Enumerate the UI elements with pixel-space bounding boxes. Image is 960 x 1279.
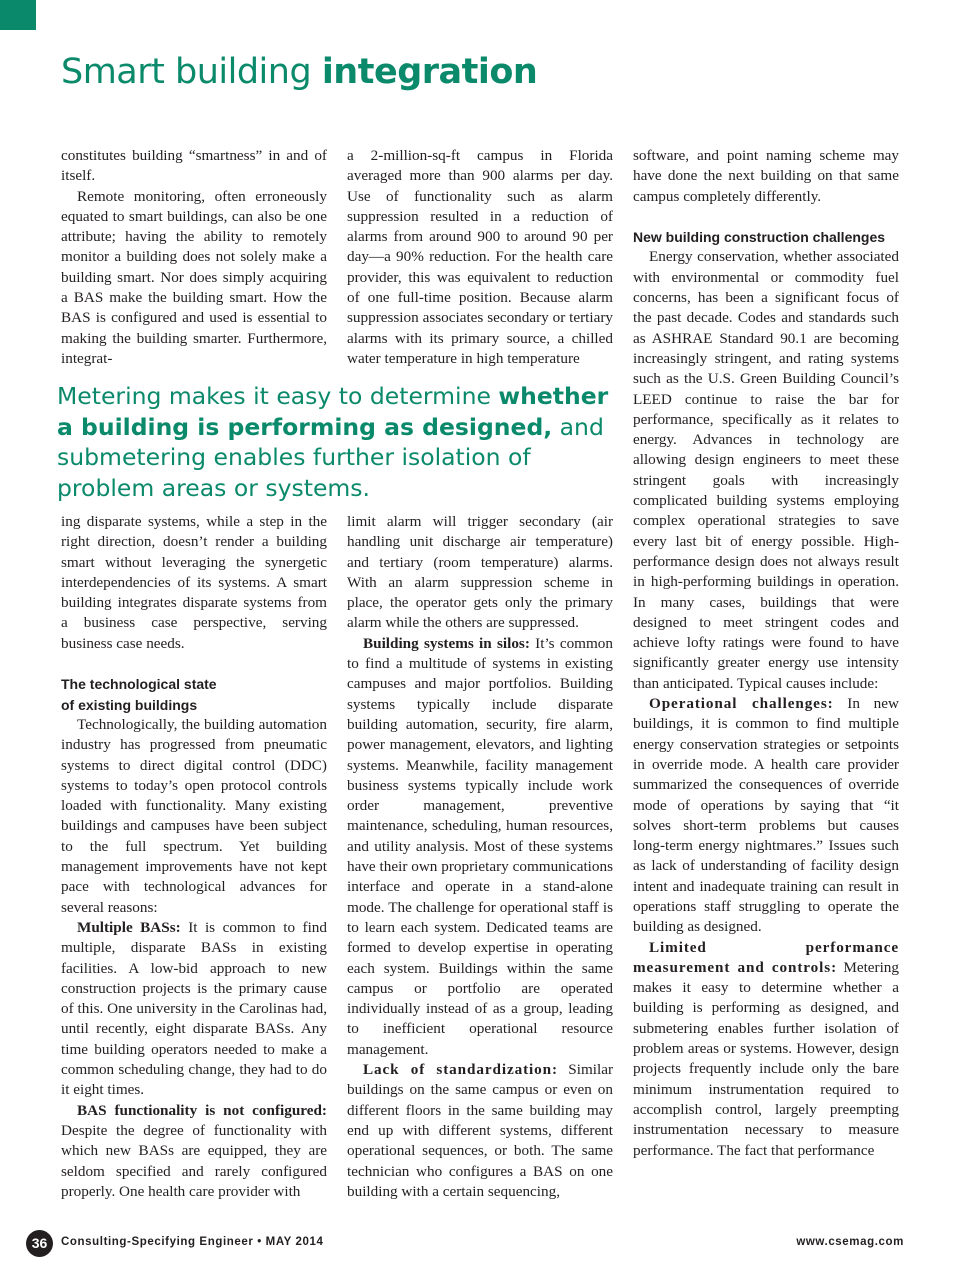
spacer [633,207,899,227]
title-bold: integration [321,52,538,92]
paragraph-text: Metering makes it easy to determine whether a building is performing as designed, and submetering enables further isolation of problem areas or systems. However, design projects frequently include only the bare minimum instrumentation required to accomplish control, largely preempting instrumentation necessary to measure performance. The fact that performance [633,958,899,1159]
run-in-heading: Lack of standardization: [363,1061,558,1079]
column-2-bottom [347,512,613,1202]
paragraph [633,938,899,1161]
paragraph: ing disparate systems, while a step in the right direction, doesn’t render a building smart without leveraging the synergetic interdependencies of its systems. A smart building integrates disparate systems from a business case perspective, serving business case needs. [61,513,327,652]
pull-quote [57,381,625,503]
paragraph: Energy conservation, whether associated with environmental or commodity fuel concerns, has been a significant focus of the past decade. Codes and standards such as ASHRAE Standard 90.1 are becoming increasingly stringent, and rating systems such as the U.S. Green Building Council’s LEED continue to raise the bar for performance, specifically as it relates to energy. Advances in technology are allowing design engineers to meet these stringent goals with increasingly complicated building systems employing complex operational strategies to save every last bit of energy possible. High-performance design does not always result in high-performing buildings in operation. In many cases, buildings that were designed to meet stringent codes and achieve lofty ratings were found to have significantly greater energy use intensity than anticipated. Typical causes include: [633,248,899,692]
paragraph [347,634,613,1060]
paragraph: Technologically, the building automation industry has progressed from pneumatic systems to direct digital control (DDC) systems to today’s open protocol controls loaded with functionality. Many existing buildings and campuses have been subject to the full spectrum. Yet building management improvements have not kept pace with technological advances for several reasons: [61,715,327,916]
run-in-heading: Operational challenges: [649,695,834,713]
run-in-heading: Building systems in silos: [363,634,530,652]
paragraph [633,694,899,938]
column-3 [633,146,899,1161]
column-1-top [61,146,327,369]
section-heading-new-construction: New building construction challenges [633,229,886,246]
page-number-badge: 36 [26,1230,53,1257]
pull-quote-part-2: and submetering enables further isolation of problem areas or systems. [57,412,604,502]
paragraph: limit alarm will trigger secondary (air handling unit discharge air temperature) and tertiary (room temperature) alarms. With an alarm suppression scheme in place, the operator gets only the primary alarm while the others are suppressed. [347,513,613,632]
page-footer [26,1230,904,1258]
run-in-heading: Multiple BASs: [77,918,181,936]
heading-line: The technological state [61,676,217,693]
column-2-top [347,146,613,369]
paragraph: constitutes building “smartness” in and of itself. [61,147,327,185]
section-heading-existing-buildings [61,674,327,715]
paragraph-text: In new buildings, it is common to find multiple energy conservation strategies or setpoints in override mode. A health care provider summarized the consequences of override mode of operations by saying that “it solves short-term problems but causes long-term energy nightmares.” Issues such as lack of understanding of facility design intent and inadequate training can result in operations staff struggling to operate the building as designed. [633,695,899,936]
title-light: Smart building [61,52,322,92]
spacer [61,654,327,674]
run-in-heading: Limited performance measurement and controls: [633,938,899,976]
pull-quote-part-1: Metering makes it easy to determine [57,382,499,410]
publication-info: Consulting-Specifying Engineer • MAY 2014 [61,1236,324,1248]
pull-quote-bold: whether a building is performing as designed, [57,382,609,441]
accent-color-tab [0,0,36,30]
page-title [61,52,537,92]
paragraph [61,1101,327,1202]
run-in-heading: BAS functionality is not configured: [77,1101,327,1119]
paragraph [347,1060,613,1202]
paragraph-text: Similar buildings on the same campus or even on different floors in the same building may end up with different systems, different operational sequences, or both. The same technician who configures a BAS on one building with a certain sequencing, [347,1061,614,1200]
paragraph: a 2-million-sq-ft campus in Florida averaged more than 900 alarms per day. Use of functionality such as alarm suppression resulted in a reduction of alarms from around 900 to around 90 per day—a 90% reduction. For the health care provider, this was equivalent to reduction of one full-time position. Because alarm suppression associates secondary or tertiary alarms with its primary source, a chilled water temperature in high temperature [347,147,613,367]
paragraph-text: Despite the degree of functionality with which new BASs are equipped, they are seldom specified and rarely configured properly. One health care provider with [61,1121,327,1200]
paragraph: software, and point naming scheme may have done the next building on that same campus completely differently. [633,147,899,205]
paragraph-text: It is common to find multiple, disparate BASs in existing facilities. A low-bid approach to new construction projects is the primary cause of this. One university in the Carolinas had, until recently, eight disparate BASs. Any time building operators needed to make a common scheduling change, they had to do it eight times. [61,918,327,1099]
column-1-bottom [61,512,327,1202]
paragraph: Remote monitoring, often erroneously equated to smart buildings, can also be one attribute; having the ability to remotely monitor a building does not solely make a building smart. Nor does simply acquiring a BAS make the building smart. How the BAS is configured and used is essential to making the building smarter. Furthermore, integrat- [61,187,327,367]
heading-line: of existing buildings [61,696,198,713]
website-url: www.csemag.com [796,1236,904,1248]
paragraph [61,918,327,1101]
paragraph-text: It’s common to find a multitude of systems in existing campuses and major portfolios. Building systems typically include disparate building automation, security, fire alarm, power management, elevators, and lighting systems. Meanwhile, facility management business systems typically include work order management, preventive maintenance, scheduling, human resources, and utility analysis. Most of these systems have their own proprietary communications interface and operate in a stand-alone mode. The challenge for operational staff is to learn each system. Dedicated teams are formed to develop expertise in operating each system. Buildings within the same campus or portfolio are operated individually instead of as a group, leading to inefficient operational resource management. [347,634,613,1058]
